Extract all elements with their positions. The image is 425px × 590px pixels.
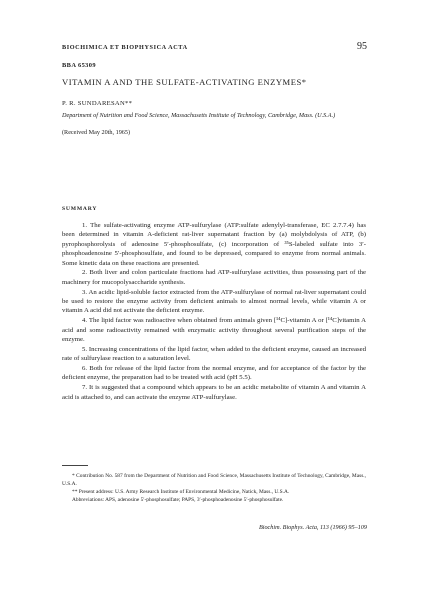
journal-citation: Biochim. Biophys. Acta, 113 (1966) 95–109 [258,524,367,531]
summary-paragraph-5: 5. Increasing concentrations of the lipid factor, when added to the deficient enzyme, caused an increased rate of sulfurylase reaction to a saturation level. [62,345,366,363]
author-name: P. R. SUNDARESAN** [62,100,133,107]
summary-paragraph-2: 2. Both liver and colon particulate fractions had ATP-sulfurylase activities, thus possessing part of the machinery for mucopolysaccharide synthesis. [62,269,366,286]
article-code: BBA 65309 [62,62,96,69]
summary-paragraph-4: 4. The lipid factor was radioactive when obtained from animals given [¹⁴C]-vitamin A or [¹⁴C]vitamin A acid and some radioactivity remained with enzymatic activity throughout several purification steps of the enzyme. [62,317,366,344]
author-affiliation: Department of Nutrition and Food Science, Massachusetts Institute of Technology, Cambridge, Mass. (U.S.A.) [62,112,336,119]
footnote-contribution: * Contribution No. 587 from the Department of Nutrition and Food Science, Massachusetts Institute of Technology, Cambridge, Mass., U.S.A. [62,473,366,487]
summary-paragraph-6: 6. Both for release of the lipid factor from the normal enzyme, and for acceptance of the factor by the deficient enzyme, the preparation had to be treated with acid (pH 5.5). [62,365,366,382]
page-number: 95 [357,41,367,52]
summary-paragraph-3: 3. An acidic lipid-soluble factor extracted from the ATP-sulfurylase of normal rat-liver supernatant could be used to restore the enzyme activity from deficient animals to almost normal levels, while vitamin A or vitamin A acid did not activate the deficient enzyme. [62,288,366,315]
running-head: BIOCHIMICA ET BIOPHYSICA ACTA [62,44,188,51]
summary-paragraph-7: 7. It is suggested that a compound which appears to be an acidic metabolite of vitamin A and vitamin A acid is attached to, and can activate the enzyme ATP-sulfurylase. [62,384,366,401]
summary-paragraph-1: 1. The sulfate-activating enzyme ATP-sulfurylase (ATP:sulfate adenylyl-transferase, EC 2.7.7.4) has been determined in vitamin A-deficient rat-liver supernatant fraction by (a) molybdolysis of ATP, (b) pyrophosphorolysis of adenosine 5′-phosphosulfate, (c) incorporation of ³⁵S-labeled sulfate into 3′-phosphoadenosine 5′-phosphosulfate, and found to be depressed, compared to enzyme from normal animals. Some kinetic data on these reactions are presented. [62,222,366,267]
footnotes [62,472,366,504]
footnote-abbreviations: Abbreviations: APS, adenosine 5′-phosphosulfate; PAPS, 3′-phosphoadenosine 5′-phosphosulfate. [72,497,284,503]
article-title: VITAMIN A AND THE SULFATE-ACTIVATING ENZYMES* [62,77,307,87]
summary-heading: SUMMARY [62,206,98,212]
summary-body [62,221,366,402]
footnote-divider [62,465,88,466]
footnote-present-address: ** Present address: U.S. Army Research Institute of Environmental Medicine, Natick, Mass., U.S.A. [72,489,290,495]
received-date: (Received May 20th, 1965) [62,129,131,136]
